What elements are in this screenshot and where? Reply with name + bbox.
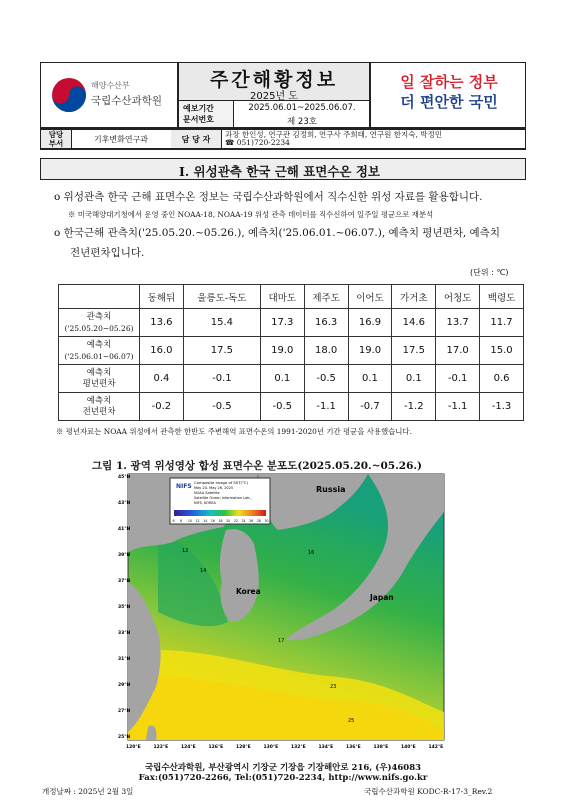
ministry-name: 해양수산부 — [91, 81, 130, 90]
institute-name: 국립수산과학원 — [91, 95, 163, 107]
form-code: 국립수산과학원 KODC-R-17-3_Rev.2 — [364, 787, 493, 796]
table-corner — [59, 285, 140, 309]
table-cell: -0.1 — [183, 365, 260, 393]
phone: ☎ 051)720-2234 — [225, 138, 290, 147]
latitude-label: 43°N — [118, 501, 131, 506]
contour-label: 12 — [182, 548, 189, 554]
sst-map — [118, 472, 450, 750]
bullet-2 — [54, 225, 500, 240]
doc-no: 제 23호 — [287, 117, 317, 127]
table-cell: -0.5 — [183, 393, 260, 421]
scale-tick-label: 14 — [203, 519, 208, 523]
scale-tick-label: 28 — [256, 519, 261, 523]
institute-logo-box — [40, 62, 178, 128]
table-row — [59, 365, 524, 393]
scale-tick-label: 16 — [210, 519, 215, 523]
scale-tick-label: 6 — [172, 519, 175, 523]
person-label: 담 당 자 — [181, 135, 211, 144]
table-cell: 0.4 — [140, 365, 184, 393]
table-cell: -0.1 — [436, 365, 480, 393]
dept-value: 기후변화연구과 — [93, 135, 149, 144]
table-cell: 16.0 — [140, 337, 184, 365]
row-label: 예측치 ('25.06.01~06.07) — [59, 337, 140, 365]
legend-sub2: NOAA Satellite — [194, 491, 220, 495]
scale-tick-label: 10 — [187, 519, 192, 523]
longitude-label: 126°E — [208, 745, 224, 750]
latitude-label: 41°N — [118, 527, 131, 532]
scale-tick-label: 26 — [249, 519, 254, 523]
scale-tick-label: 22 — [233, 519, 238, 523]
table-cell: 15.4 — [183, 309, 260, 337]
bullet-marker: o — [54, 191, 64, 203]
longitude-labels — [126, 744, 443, 750]
footer-contact: Fax:(051)720-2266, Tel:(051)720-2234, http://www.nifs.go.kr — [138, 773, 428, 783]
longitude-label: 124°E — [181, 745, 196, 750]
table-row — [59, 393, 524, 421]
dept-label: 담당 부서 — [48, 130, 64, 148]
legend-color-scale — [174, 510, 266, 516]
note-1: ※ 미국해양대기청에서 운영 중인 NOAA-18, NOAA-19 위성 관측 데이터를 직수신하여 일주일 평균으로 재분석 — [68, 210, 434, 219]
latitude-label: 27°N — [118, 709, 131, 714]
footer-address: 국립수산과학원, 부산광역시 기장군 기장읍 기장해안로 216, (우)46083 — [144, 763, 422, 773]
contour-label: 25 — [348, 718, 355, 724]
column-header: 대마도 — [260, 285, 304, 309]
longitude-label: 138°E — [373, 745, 389, 750]
row-label: 관측치 ('25.05.20~05.26) — [59, 309, 140, 337]
table-cell: -1.3 — [480, 393, 524, 421]
table-cell: -1.1 — [436, 393, 480, 421]
table-cell: 17.0 — [436, 337, 480, 365]
table-cell: 17.3 — [260, 309, 304, 337]
bullet-2-text: 한국근해 관측치('25.05.20.~05.26.), 예측치('25.06.01.~06.07.), 예측치 평년편차, 예측치 — [63, 227, 500, 239]
revised-date: 개정날짜 : 2025년 2월 3일 — [42, 787, 134, 796]
table-cell: 18.0 — [304, 337, 348, 365]
table-cell: 0.1 — [392, 365, 436, 393]
table-cell: 19.0 — [260, 337, 304, 365]
legend-sub1: May 20- May 26, 2025 — [194, 486, 234, 490]
table-cell: -1.1 — [304, 393, 348, 421]
row-label: 예측치 평년편차 — [59, 365, 140, 393]
table-cell: -1.2 — [392, 393, 436, 421]
longitude-label: 122°E — [153, 745, 169, 750]
column-header: 어청도 — [436, 285, 480, 309]
legend-org: NIFS — [176, 483, 192, 490]
promo-box — [370, 62, 526, 128]
section-heading: Ⅰ. 위성관측 한국 근해 표면수온 정보 — [179, 164, 381, 179]
contour-label: 23 — [330, 684, 337, 690]
latitude-label: 45°N — [118, 475, 131, 480]
table-cell: 19.0 — [348, 337, 392, 365]
longitude-label: 132°E — [291, 745, 306, 750]
latitude-label: 35°N — [118, 605, 131, 610]
table-cell: 0.1 — [260, 365, 304, 393]
column-header: 가거초 — [392, 285, 436, 309]
forecast-period-label: 예보기간 — [183, 104, 214, 113]
latitude-label: 37°N — [118, 579, 131, 584]
latitude-label: 39°N — [118, 553, 131, 558]
label-korea: Korea — [236, 587, 261, 596]
longitude-label: 130°E — [263, 745, 279, 750]
column-header: 백령도 — [480, 285, 524, 309]
scale-tick-label: 18 — [218, 519, 223, 523]
longitude-label: 128°E — [236, 745, 251, 750]
scale-tick-label: 30 — [264, 519, 269, 523]
person-value: 과장 한인성, 연구관 김정희, 연구사 주희태, 연구원 한지숙, 박정민 — [225, 130, 442, 139]
contact-row — [40, 128, 526, 150]
table-cell: 0.1 — [348, 365, 392, 393]
table-row — [59, 309, 524, 337]
row-label: 예측치 전년편차 — [59, 393, 140, 421]
scale-tick-label: 20 — [226, 519, 231, 523]
table-note: ※ 평년자료는 NOAA 위성에서 관측한 한반도 주변해역 표면수온의 1991-2020년 기간 평균을 사용했습니다. — [56, 427, 412, 436]
longitude-label: 140°E — [401, 745, 416, 750]
legend-sub4: NIFS, KOREA — [194, 501, 216, 505]
table-cell: -0.5 — [304, 365, 348, 393]
section-heading-box — [40, 158, 526, 180]
bullet-2-cont: 전년편차입니다. — [70, 247, 145, 259]
legend-sub3: Satellite Ocean Information Lab., — [194, 496, 252, 500]
bullet-1-text: 위성관측 한국 근해 표면수온 정보는 국립수산과학원에서 직수신한 위성 자료를 활용합니다. — [63, 191, 483, 203]
table-cell: 15.0 — [480, 337, 524, 365]
sst-table — [58, 284, 524, 421]
year: 2025년 도 — [250, 91, 298, 102]
longitude-label: 134°E — [318, 745, 334, 750]
forecast-info-box — [178, 100, 370, 128]
unit-label: (단위 : ℃) — [470, 268, 509, 277]
table-cell: 0.6 — [480, 365, 524, 393]
table-cell: 17.5 — [183, 337, 260, 365]
latitude-label: 29°N — [118, 683, 131, 688]
latitude-label: 31°N — [118, 657, 131, 662]
table-cell: -0.2 — [140, 393, 184, 421]
contour-label: 14 — [200, 568, 207, 574]
column-header: 제주도 — [304, 285, 348, 309]
column-header: 울릉도-독도 — [183, 285, 260, 309]
longitude-label: 136°E — [346, 745, 361, 750]
table-row — [59, 337, 524, 365]
scale-tick-label: 8 — [180, 519, 183, 523]
figure-caption: 그림 1. 광역 위성영상 합성 표면수온 분포도(2025.05.20.~05.26.) — [92, 460, 423, 472]
contour-label: 17 — [278, 638, 285, 644]
bullet-1 — [54, 189, 482, 204]
column-header: 동해뒤 — [140, 285, 184, 309]
title-box — [178, 62, 370, 101]
taegeuk-emblem-icon — [51, 77, 87, 113]
promo-line2: 더 편안한 국민 — [400, 93, 498, 111]
bullet-marker: o — [54, 227, 64, 239]
doc-no-label: 문서번호 — [183, 115, 214, 124]
table-cell: 16.9 — [348, 309, 392, 337]
forecast-period: 2025.06.01~2025.06.07. — [248, 103, 356, 113]
legend-title: Composite image of SST(°C) — [194, 480, 249, 485]
promo-line1: 일 잘하는 정부 — [400, 73, 498, 91]
table-cell: 11.7 — [480, 309, 524, 337]
latitude-label: 25°N — [118, 735, 131, 740]
table-header-row — [59, 285, 524, 309]
table-cell: 14.6 — [392, 309, 436, 337]
longitude-label: 120°E — [126, 745, 141, 750]
table-cell: 16.3 — [304, 309, 348, 337]
contour-label: 16 — [308, 550, 315, 556]
label-russia: Russia — [316, 485, 346, 494]
scale-tick-label: 12 — [195, 519, 200, 523]
table-cell: 13.7 — [436, 309, 480, 337]
column-header: 이어도 — [348, 285, 392, 309]
page-title: 주간해황정보 — [209, 69, 339, 91]
longitude-label: 142°E — [428, 745, 444, 750]
latitude-label: 33°N — [118, 631, 131, 636]
table-cell: -0.5 — [260, 393, 304, 421]
table-cell: 17.5 — [392, 337, 436, 365]
table-cell: 13.6 — [140, 309, 184, 337]
scale-tick-label: 24 — [241, 519, 246, 523]
label-japan: Japan — [370, 593, 394, 602]
table-cell: -0.7 — [348, 393, 392, 421]
